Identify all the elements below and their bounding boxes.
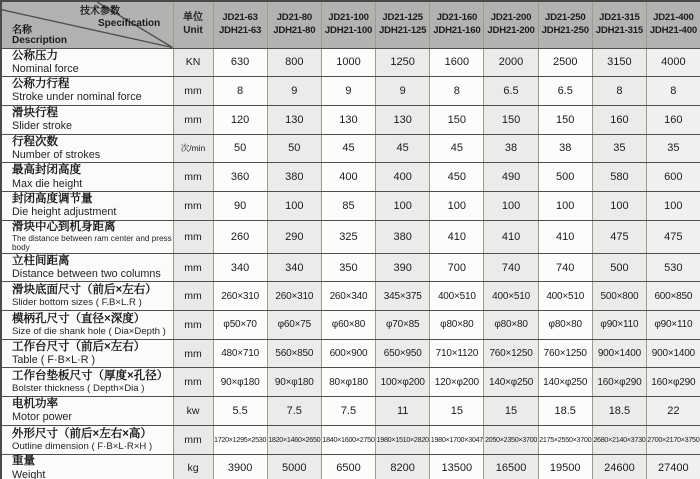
spec-value-cell: 600×850 [647, 282, 700, 311]
spec-value-cell: 100 [647, 191, 700, 220]
row-description-cell [1, 77, 173, 106]
spec-value-cell: 3150 [592, 48, 646, 77]
row-label-zh: 滑块底面尺寸（前后×左右） [12, 284, 157, 297]
spec-value-cell: 410 [484, 220, 538, 253]
model-column-header: JD21-80 JDH21-80 [267, 1, 321, 48]
spec-value-cell: 24600 [592, 454, 646, 479]
spec-value-cell: 2050×2350×3700 [484, 425, 538, 454]
row-label-en: Distance between two columns [12, 267, 161, 280]
row-label-zh: 工作台垫板尺寸（厚度×孔径） [12, 370, 169, 383]
spec-value-cell: 15 [430, 397, 484, 426]
spec-value-cell: 38 [538, 134, 592, 163]
row-unit-cell: mm [173, 77, 213, 106]
row-label-zh: 立柱间距离 [12, 254, 70, 267]
spec-value-cell: 360 [213, 163, 267, 192]
spec-value-cell: 475 [647, 220, 700, 253]
spec-value-cell: 740 [484, 253, 538, 282]
spec-value-cell: 1840×1600×2750 [321, 425, 375, 454]
spec-value-cell: φ80×80 [538, 311, 592, 340]
row-label-zh: 工作台尺寸（前后×左右） [12, 340, 146, 353]
row-unit-cell: KN [173, 48, 213, 77]
spec-value-cell: 11 [376, 397, 430, 426]
spec-value-cell: 15 [484, 397, 538, 426]
spec-value-cell: 740 [538, 253, 592, 282]
spec-value-cell: 1980×1700×3047 [430, 425, 484, 454]
spec-value-cell: 1600 [430, 48, 484, 77]
spec-value-cell: 340 [213, 253, 267, 282]
spec-value-cell: 6.5 [538, 77, 592, 106]
spec-value-cell: 760×1250 [538, 339, 592, 368]
spec-value-cell: 4000 [647, 48, 700, 77]
spec-value-cell: φ50×70 [213, 311, 267, 340]
row-description-cell [1, 48, 173, 77]
row-unit-cell: kw [173, 397, 213, 426]
row-label-zh: 滑块行程 [12, 106, 58, 119]
spec-value-cell: 410 [538, 220, 592, 253]
spec-row [1, 368, 700, 397]
spec-value-cell: 760×1250 [484, 339, 538, 368]
spec-value-cell: 120×φ200 [430, 368, 484, 397]
spec-value-cell: 8200 [376, 454, 430, 479]
spec-value-cell: 580 [592, 163, 646, 192]
spec-row [1, 425, 700, 454]
spec-value-cell: 9 [376, 77, 430, 106]
spec-value-cell: 260×310 [213, 282, 267, 311]
spec-value-cell: φ90×110 [647, 311, 700, 340]
spec-value-cell: φ70×85 [376, 311, 430, 340]
row-description-cell [1, 220, 173, 253]
spec-value-cell: 410 [430, 220, 484, 253]
spec-value-cell: 630 [213, 48, 267, 77]
spec-value-cell: 400×510 [484, 282, 538, 311]
row-description-cell [1, 425, 173, 454]
model-column-header: JD21-250 JDH21-250 [538, 1, 592, 48]
spec-row [1, 191, 700, 220]
row-unit-cell: mm [173, 282, 213, 311]
spec-row [1, 48, 700, 77]
spec-row [1, 105, 700, 134]
spec-value-cell: 120 [213, 105, 267, 134]
spec-value-cell: 560×850 [267, 339, 321, 368]
spec-value-cell: 6.5 [484, 77, 538, 106]
spec-row [1, 220, 700, 253]
spec-value-cell: 290 [267, 220, 321, 253]
spec-value-cell: 13500 [430, 454, 484, 479]
corner-spec-zh: 技术参数 [80, 6, 120, 17]
row-unit-cell: 次/min [173, 134, 213, 163]
row-unit-cell: mm [173, 105, 213, 134]
row-label-zh: 滑块中心到机身距离 [12, 220, 116, 233]
spec-row [1, 339, 700, 368]
spec-value-cell: 2680×2140×3730 [592, 425, 646, 454]
row-unit-cell: mm [173, 311, 213, 340]
row-description-cell [1, 134, 173, 163]
spec-value-cell: φ80×80 [430, 311, 484, 340]
spec-value-cell: 100 [267, 191, 321, 220]
spec-value-cell: 5.5 [213, 397, 267, 426]
row-label-en: Slider stroke [12, 120, 73, 133]
model-column-header: JD21-160 JDH21-160 [430, 1, 484, 48]
row-description-cell [1, 311, 173, 340]
spec-row [1, 282, 700, 311]
spec-value-cell: 500 [538, 163, 592, 192]
row-description-cell [1, 105, 173, 134]
spec-value-cell: 350 [321, 253, 375, 282]
spec-row [1, 134, 700, 163]
row-label-en: Number of strokes [12, 148, 101, 161]
model-column-header: JD21-100 JDH21-100 [321, 1, 375, 48]
spec-value-cell: 340 [267, 253, 321, 282]
spec-value-cell: 45 [430, 134, 484, 163]
spec-value-cell: 8 [213, 77, 267, 106]
row-label-en: The distance between ram center and press body [12, 233, 172, 253]
row-unit-cell: mm [173, 220, 213, 253]
model-column-header: JD21-315 JDH21-315 [592, 1, 646, 48]
unit-column-header: 单位 Unit [173, 1, 213, 48]
spec-value-cell: 100 [430, 191, 484, 220]
spec-value-cell: 380 [376, 220, 430, 253]
row-label-en: Nominal force [12, 62, 79, 75]
spec-value-cell: 35 [592, 134, 646, 163]
spec-row [1, 397, 700, 426]
corner-header-cell [1, 1, 173, 48]
row-label-zh: 电机功率 [12, 398, 58, 411]
spec-value-cell: 100 [592, 191, 646, 220]
row-unit-cell: mm [173, 368, 213, 397]
row-label-en: Max die height [12, 177, 83, 190]
row-label-en: Table ( F·B×L·R ) [12, 354, 96, 366]
corner-desc-zh: 名称 [12, 25, 32, 36]
spec-row [1, 454, 700, 479]
spec-value-cell: 7.5 [267, 397, 321, 426]
row-description-cell [1, 368, 173, 397]
row-label-en: Size of die shank hole ( Dia×Depth ) [12, 326, 166, 337]
spec-value-cell: 390 [376, 253, 430, 282]
spec-value-cell: 530 [647, 253, 700, 282]
row-label-zh: 重量 [12, 455, 35, 468]
spec-value-cell: 9 [267, 77, 321, 106]
spec-value-cell: 6500 [321, 454, 375, 479]
spec-value-cell: 1980×1510×2820 [376, 425, 430, 454]
spec-value-cell: 7.5 [321, 397, 375, 426]
spec-value-cell: 100 [538, 191, 592, 220]
spec-value-cell: 19500 [538, 454, 592, 479]
spec-value-cell: φ80×80 [484, 311, 538, 340]
corner-spec-en: Specification [98, 18, 161, 29]
spec-value-cell: 260×340 [321, 282, 375, 311]
spec-value-cell: 50 [267, 134, 321, 163]
row-description-cell [1, 454, 173, 479]
spec-value-cell: 160×φ290 [592, 368, 646, 397]
spec-value-cell: 90×φ180 [213, 368, 267, 397]
row-label-zh: 公称压力 [12, 49, 58, 62]
spec-value-cell: φ60×75 [267, 311, 321, 340]
row-label-en: Die height adjustment [12, 206, 117, 219]
spec-value-cell: 400 [321, 163, 375, 192]
spec-value-cell: 45 [321, 134, 375, 163]
spec-value-cell: 90×φ180 [267, 368, 321, 397]
spec-value-cell: 80×φ180 [321, 368, 375, 397]
row-unit-cell: mm [173, 425, 213, 454]
row-label-zh: 封闭高度调节量 [12, 192, 93, 205]
spec-value-cell: 500×800 [592, 282, 646, 311]
spec-value-cell: 1720×1295×2530 [213, 425, 267, 454]
spec-value-cell: 700 [430, 253, 484, 282]
spec-value-cell: 650×950 [376, 339, 430, 368]
row-label-en: Stroke under nominal force [12, 91, 142, 104]
model-column-header: JD21-125 JDH21-125 [376, 1, 430, 48]
spec-value-cell: φ60×80 [321, 311, 375, 340]
spec-value-cell: 600 [647, 163, 700, 192]
spec-value-cell: 260×310 [267, 282, 321, 311]
row-label-en: Slider bottom sizes ( F.B×L.R ) [12, 297, 142, 309]
spec-value-cell: 1000 [321, 48, 375, 77]
spec-value-cell: 22 [647, 397, 700, 426]
spec-value-cell: 490 [484, 163, 538, 192]
spec-value-cell: 85 [321, 191, 375, 220]
spec-value-cell: 35 [647, 134, 700, 163]
model-column-header: JD21-400 JDH21-400 [647, 1, 700, 48]
row-unit-cell: mm [173, 339, 213, 368]
row-unit-cell: mm [173, 191, 213, 220]
spec-value-cell: 160 [647, 105, 700, 134]
spec-value-cell: 400 [376, 163, 430, 192]
spec-value-cell: 325 [321, 220, 375, 253]
row-description-cell [1, 339, 173, 368]
spec-value-cell: 140×φ250 [538, 368, 592, 397]
row-label-en: Bolster thickness ( Depth×Dia ) [12, 383, 145, 395]
row-label-en: Motor power [12, 411, 73, 424]
row-label-zh: 外形尺寸（前后×左右×高） [12, 427, 152, 440]
spec-value-cell: 5000 [267, 454, 321, 479]
spec-value-cell: 2175×2550×3700 [538, 425, 592, 454]
spec-value-cell: 400×510 [538, 282, 592, 311]
row-label-zh: 公称力行程 [12, 78, 70, 91]
spec-value-cell: 130 [376, 105, 430, 134]
spec-value-cell: 8 [592, 77, 646, 106]
spec-value-cell: φ90×110 [592, 311, 646, 340]
spec-row [1, 77, 700, 106]
model-column-header: JD21-63 JDH21-63 [213, 1, 267, 48]
spec-value-cell: 500 [592, 253, 646, 282]
row-description-cell [1, 253, 173, 282]
spec-value-cell: 600×900 [321, 339, 375, 368]
row-description-cell [1, 163, 173, 192]
spec-value-cell: 710×1120 [430, 339, 484, 368]
spec-value-cell: 160×φ290 [647, 368, 700, 397]
spec-value-cell: 800 [267, 48, 321, 77]
spec-value-cell: 100 [484, 191, 538, 220]
spec-value-cell: 450 [430, 163, 484, 192]
row-unit-cell: kg [173, 454, 213, 479]
spec-row [1, 163, 700, 192]
spec-value-cell: 480×710 [213, 339, 267, 368]
spec-value-cell: 100×φ200 [376, 368, 430, 397]
spec-value-cell: 140×φ250 [484, 368, 538, 397]
spec-value-cell: 8 [647, 77, 700, 106]
spec-value-cell: 9 [321, 77, 375, 106]
spec-value-cell: 130 [321, 105, 375, 134]
row-description-cell [1, 191, 173, 220]
spec-value-cell: 160 [592, 105, 646, 134]
spec-value-cell: 345×375 [376, 282, 430, 311]
spec-value-cell: 100 [376, 191, 430, 220]
spec-row [1, 253, 700, 282]
header-row [1, 1, 700, 48]
spec-value-cell: 150 [484, 105, 538, 134]
spec-value-cell: 3900 [213, 454, 267, 479]
spec-value-cell: 260 [213, 220, 267, 253]
spec-value-cell: 2700×2170×3750 [647, 425, 700, 454]
spec-value-cell: 475 [592, 220, 646, 253]
row-unit-cell: mm [173, 253, 213, 282]
spec-value-cell: 380 [267, 163, 321, 192]
row-label-zh: 行程次数 [12, 135, 58, 148]
spec-value-cell: 900×1400 [647, 339, 700, 368]
spec-value-cell: 150 [538, 105, 592, 134]
spec-value-cell: 2000 [484, 48, 538, 77]
spec-value-cell: 1250 [376, 48, 430, 77]
spec-value-cell: 27400 [647, 454, 700, 479]
row-label-en: Outline dimension ( F·B×L·R×H ) [12, 440, 153, 452]
spec-value-cell: 18.5 [592, 397, 646, 426]
row-description-cell [1, 397, 173, 426]
spec-value-cell: 16500 [484, 454, 538, 479]
spec-value-cell: 400×510 [430, 282, 484, 311]
spec-value-cell: 18.5 [538, 397, 592, 426]
row-unit-cell: mm [173, 163, 213, 192]
spec-value-cell: 130 [267, 105, 321, 134]
row-label-zh: 模柄孔尺寸（直径×深度） [12, 312, 146, 325]
spec-value-cell: 38 [484, 134, 538, 163]
spec-value-cell: 45 [376, 134, 430, 163]
spec-value-cell: 50 [213, 134, 267, 163]
spec-value-cell: 1820×1460×2650 [267, 425, 321, 454]
row-label-en: Weight [12, 468, 46, 479]
corner-desc-en: Description [12, 35, 68, 46]
spec-value-cell: 2500 [538, 48, 592, 77]
spec-value-cell: 8 [430, 77, 484, 106]
spec-value-cell: 900×1400 [592, 339, 646, 368]
row-description-cell [1, 282, 173, 311]
spec-value-cell: 150 [430, 105, 484, 134]
spec-value-cell: 90 [213, 191, 267, 220]
spec-row [1, 311, 700, 340]
row-label-zh: 最高封闭高度 [12, 164, 81, 177]
model-column-header: JD21-200 JDH21-200 [484, 1, 538, 48]
